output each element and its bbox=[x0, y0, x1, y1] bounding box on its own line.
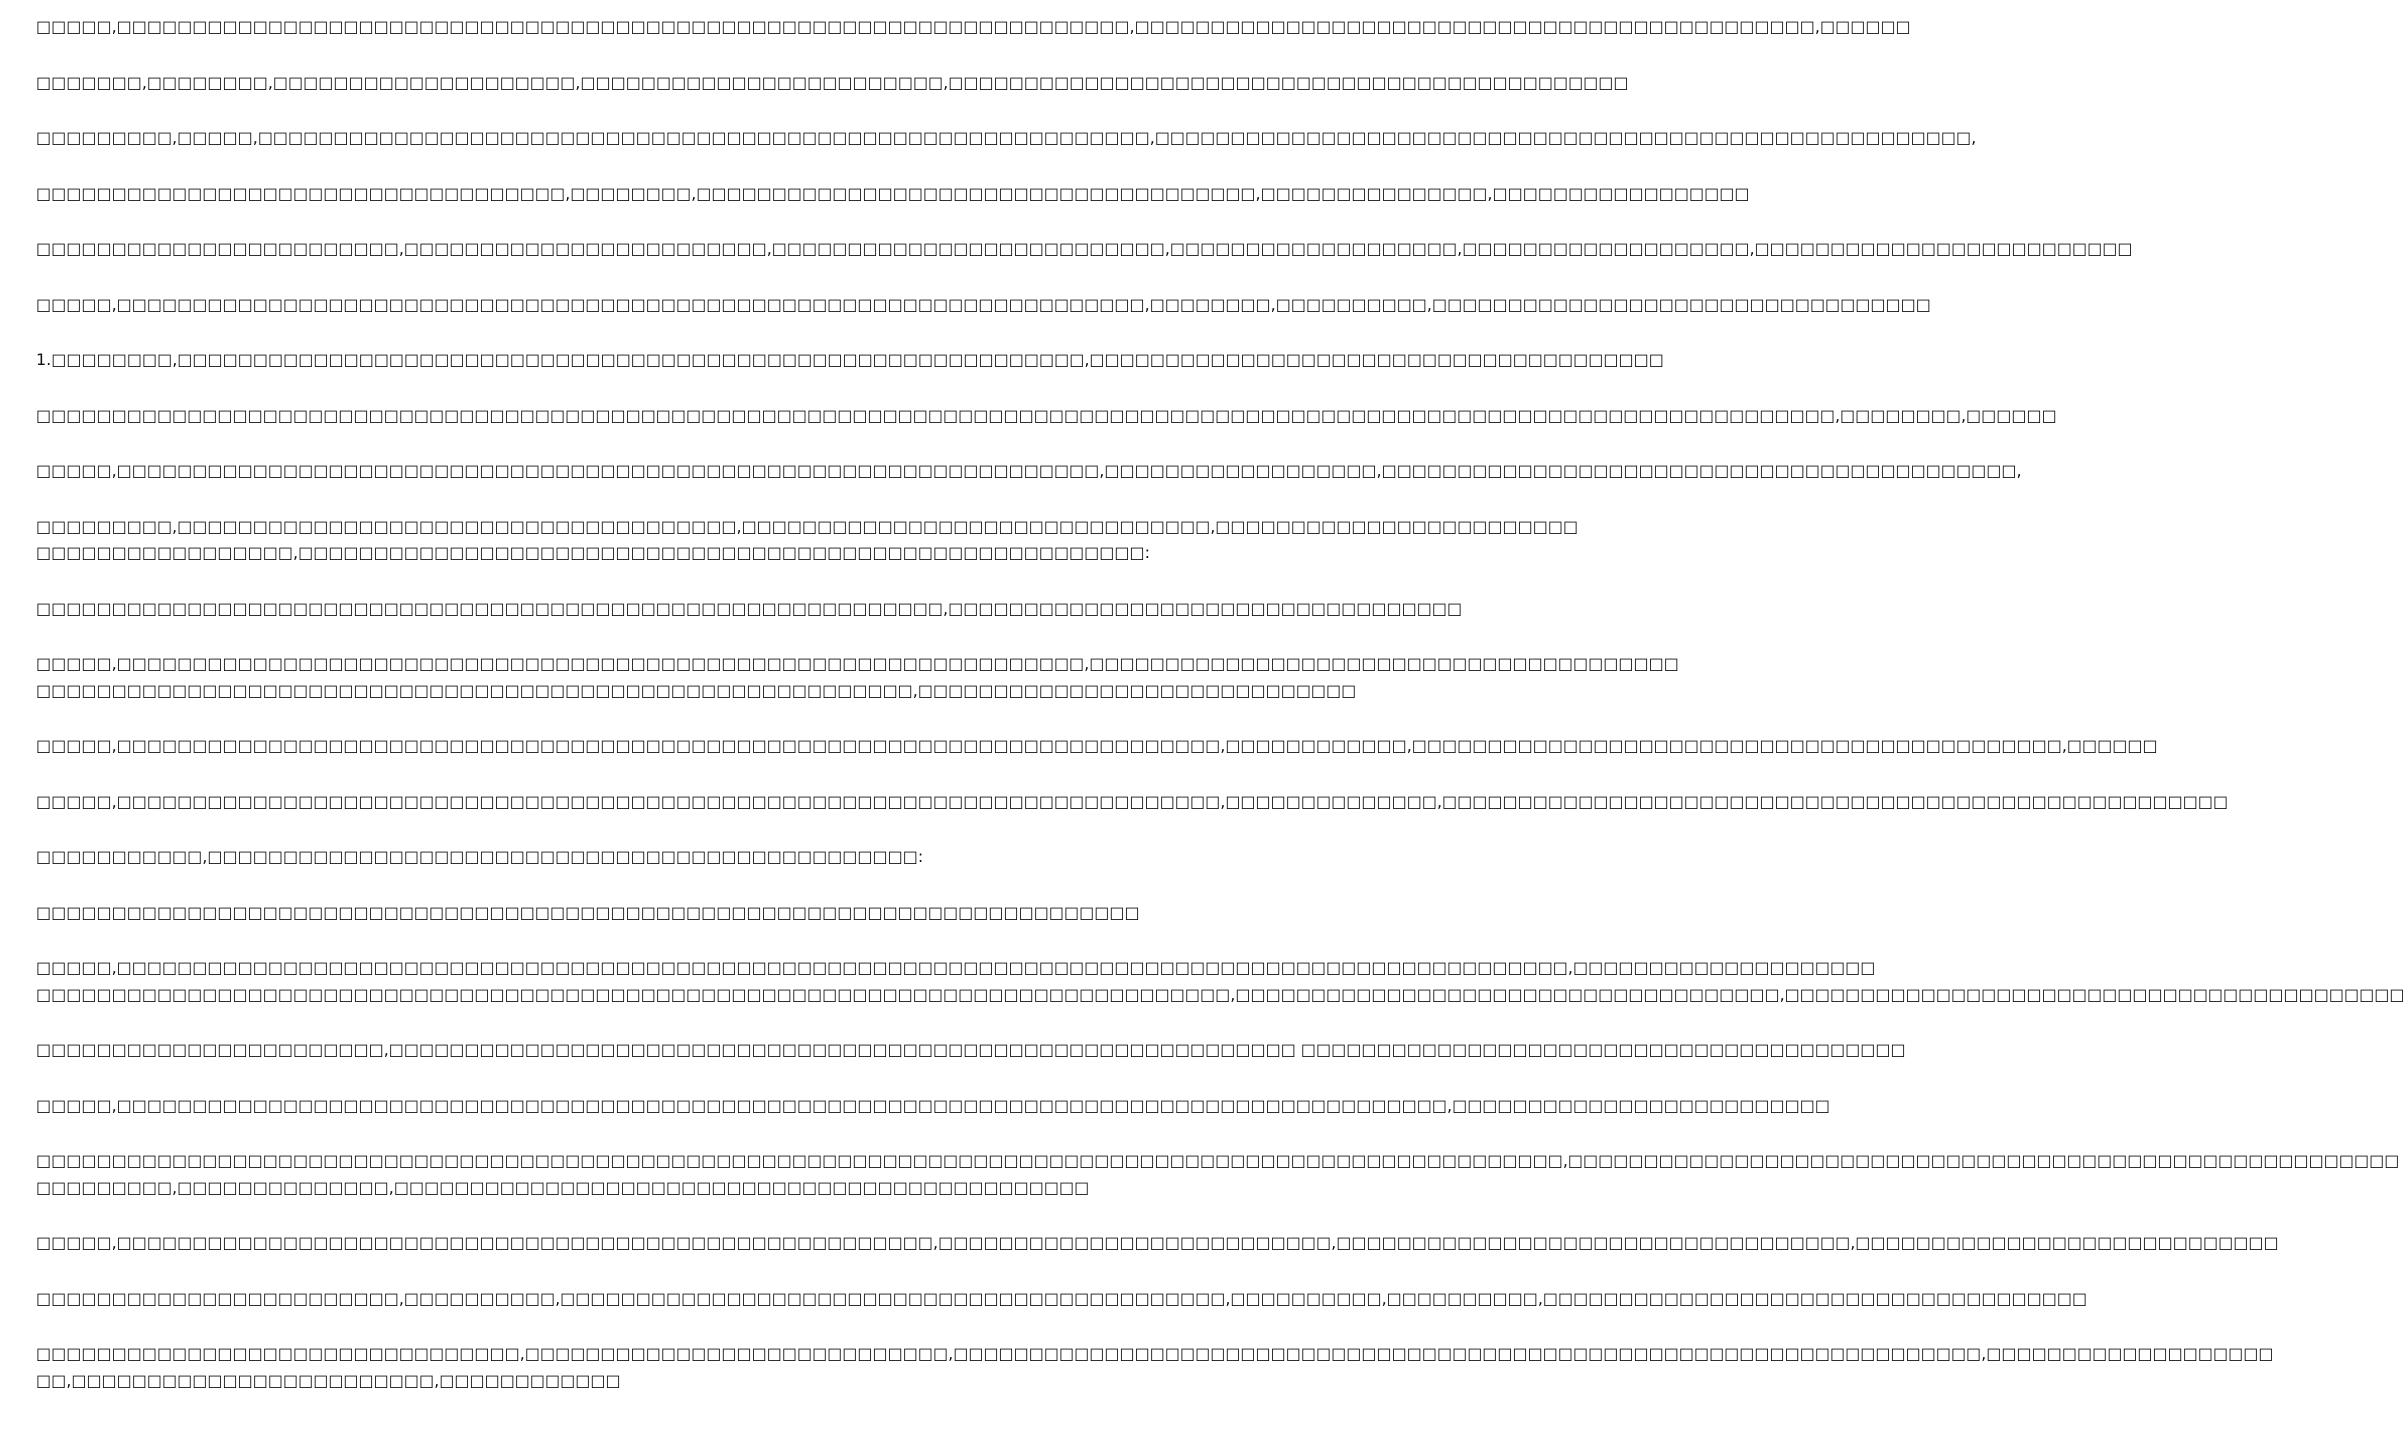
paragraph-line: 1.□□□□□□□□,□□□□□□□□□□□□□□□□□□□□□□□□□□□□□□□□□□□□□□□□□□□□□□□□□□□□□□□□□□□□,□□□□□□□□□□□□□□□□□□□□□□□□□□□□□□□□□□□□□□ bbox=[36, 350, 1664, 369]
paragraph-line: □□□□□□□□□□□□□□□□□□□□□□□□□□□□□□□□□□□□□□□□□□□□□□□□□□□□□□□□□□□□□□□□□□□□□□□□□ bbox=[36, 902, 1140, 922]
paragraph bbox=[36, 844, 990, 871]
paragraph bbox=[36, 236, 2133, 263]
paragraph bbox=[36, 733, 2158, 760]
document-body bbox=[36, 14, 2404, 1423]
paragraph-line: □□□□□□□□□□□□□□□□□□□□□□□□□□□□□□□□□□□□□□□□□□□□□□□□□□□□□□□□□□□□,□□□□□□□□□□□□□□□□□□□□□□□□□□□□□□□□□□ bbox=[36, 598, 1463, 618]
paragraph-line: □□□□□□□□□□□□□□□□□□□□□□□□,□□□□□□□□□□,□□□□□□□□□□□□□□□□□□□□□□□□□□□□□□□□□□□□□□□□□□□□,□□□□□□□□□□,□□□□□□□□□□,□□□□□□□□□□□□□□□□□□□□□□□□□□□□□□□□□□□□ bbox=[36, 1288, 2088, 1308]
paragraph bbox=[36, 125, 1977, 152]
paragraph bbox=[36, 70, 1629, 97]
paragraph bbox=[36, 347, 1664, 374]
paragraph-line: □□□□□□□□□□□□□□□□□,□□□□□□□□□□□□□□□□□□□□□□□□□□□□□□□□□□□□□□□□□□□□□□□□□□□□□□□□: bbox=[36, 543, 1151, 562]
paragraph-line: □□□□□□□□□□□□□□□□□□□□□□□□□□□□□□□□□□□□□□□□□□□□□□□□□□□□□□□□□□□□□□□□□□□□□□□□□□□□□□□□□□□□□□□□□□□□□□□□□□□□□□□□□□□□□□□□□□□□□□□,□□□□□□□□,□□□□□□ bbox=[36, 405, 2057, 425]
paragraph-line: □□□□□,□□□□□□□□□□□□□□□□□□□□□□□□□□□□□□□□□□□□□□□□□□□□□□□□□□□□□□□□□□□□□□□□□□□,□□□□□□□□□□□□□□□□□□□□□□□□□□□□□□□□□□□□□□□□□□□□□,□□□□□□ bbox=[36, 17, 1911, 36]
paragraph-line: □□□□□□□,□□□□□□□□,□□□□□□□□□□□□□□□□□□□□,□□□□□□□□□□□□□□□□□□□□□□□□,□□□□□□□□□□□□□□□□□□□□□□□□□□□□□□□□□□□□□□□□□□□□□ bbox=[36, 72, 1629, 92]
paragraph-line: □□□□□,□□□□□□□□□□□□□□□□□□□□□□□□□□□□□□□□□□□□□□□□□□□□□□□□□□□□□□□□□□□□□□□□□□□□□□□□□□□□□□□□□□□□□□□□,□□□□□□□□□□□□□□□□□□□□□□□□□ bbox=[36, 1095, 1830, 1115]
paragraph-line: □□□□□□□□□□□□□□□□□□□□□□□□□□□□□□□□□□□□□□□□□□□□□□□□□□□□□□□□□□□□□□□□□□□□□□□□□□□□□□□□□□□□□□□□□□□□□□□□□□□□□,□□□□□□□□□□□□□□□□□□□□□□□□□□□□□□□□□□□□□□□□□□□□□□□□□□□□□□□ bbox=[36, 1151, 2400, 1170]
paragraph-line: □□□□□,□□□□□□□□□□□□□□□□□□□□□□□□□□□□□□□□□□□□□□□□□□□□□□□□□□□□□□□□□□□□□□□□,□□□□□□□□□□□□□□□□□□□□□□□□□□□□□□□□□□□□□□□ bbox=[36, 654, 1679, 673]
paragraph bbox=[36, 1037, 1906, 1064]
paragraph bbox=[36, 1286, 2088, 1313]
paragraph-line: □□□□□□□□□□□□□□□□□□□□□□□□,□□□□□□□□□□□□□□□□□□□□□□□□,□□□□□□□□□□□□□□□□□□□□□□□□□□,□□□□□□□□□□□□□□□□□□□,□□□□□□□□□□□□□□□□□□□,□□□□□□□□□□□□□□□□□□□□□□□□□ bbox=[36, 239, 2133, 258]
paragraph-line: □□□□□□□□□□□□□□□□□□□□□□□□□□□□□□□□,□□□□□□□□□□□□□□□□□□□□□□□□□□□□,□□□□□□□□□□□□□□□□□□□□□□□□□□□□□□□□□□□□□□□□□□□□□□□□□□□□□□□□□□□□□□□□□□□□,□□□□□□□□□□□□□□□□□□□ bbox=[36, 1344, 2274, 1363]
paragraph bbox=[36, 14, 1911, 41]
paragraph-line: □□□□□,□□□□□□□□□□□□□□□□□□□□□□□□□□□□□□□□□□□□□□□□□□□□□□□□□□□□□□□□□□□□□□□□□□□□□□□□□□□□□□□□□□□□□□□□□□□□□□□□,□□□□□□□□□□□□□□□□□□□□ bbox=[36, 958, 1876, 977]
paragraph bbox=[36, 514, 1579, 567]
paragraph-line: □□□□□,□□□□□□□□□□□□□□□□□□□□□□□□□□□□□□□□□□□□□□□□□□□□□□□□□□□□□□□□□□□□□□□□□,□□□□□□□□□□□□□□□□□□,□□□□□□□□□□□□□□□□□□□□□□□□□□□□□□□□□□□□□□□□□□, bbox=[36, 461, 2022, 480]
paragraph bbox=[36, 181, 1750, 208]
paragraph-line: □□□□□□□□□□□□□□□□□□□□□□□□□□□□□□□□□□□□□□□□□□□□□□□□□□□□□□□□□□,□□□□□□□□□□□□□□□□□□□□□□□□□□□□□ bbox=[36, 680, 1357, 700]
paragraph bbox=[36, 900, 1140, 927]
paragraph-line: □□□□□□□□□□□□□□□□□□□□□□□□□□□□□□□□□□□□□□□□□□□□□□□□□□□□□□□□□□□□□□□□□□□□□□□□□□□□□□□,□□□□□□□□□□□□□□□□□□□□□□□□□□□□□□□□□□□□,□□□□□□□□□□□□□□□□□□□□□□□□□□□□□□□□□□□□□□□□□ bbox=[36, 984, 2404, 1004]
paragraph-line: □□□□□,□□□□□□□□□□□□□□□□□□□□□□□□□□□□□□□□□□□□□□□□□□□□□□□□□□□□□□□□□□□□□□□□□□□□□□□□□,□□□□□□□□□□□□□□,□□□□□□□□□□□□□□□□□□□□□□□□□□□□□□□□□□□□□□□□□□□□□□□□□□□□ bbox=[36, 791, 2229, 811]
paragraph-line: □□,□□□□□□□□□□□□□□□□□□□□□□□□,□□□□□□□□□□□□ bbox=[36, 1370, 621, 1390]
paragraph bbox=[36, 1148, 2400, 1201]
paragraph-line: □□□□□□□□□,□□□□□,□□□□□□□□□□□□□□□□□□□□□□□□□□□□□□□□□□□□□□□□□□□□□□□□□□□□□□□□□□□,□□□□□□□□□□□□□□□□□□□□□□□□□□□□□□□□□□□□□□□□□□□□□□□□□□□□□□, bbox=[36, 128, 1977, 147]
paragraph bbox=[36, 1230, 2279, 1257]
paragraph bbox=[36, 403, 2057, 430]
paragraph-line: □□□□□,□□□□□□□□□□□□□□□□□□□□□□□□□□□□□□□□□□□□□□□□□□□□□□□□□□□□□□,□□□□□□□□□□□□□□□□□□□□□□□□□□,□□□□□□□□□□□□□□□□□□□□□□□□□□□□□□□□□□,□□□□□□□□□□□□□□□□□□□□□□□□□□□□ bbox=[36, 1233, 2279, 1252]
paragraph bbox=[36, 955, 2404, 1008]
paragraph bbox=[36, 789, 2229, 816]
paragraph-line: □□□□□□□□□□□,□□□□□□□□□□□□□□□□□□□□□□□□□□□□□□□□□□□□□□□□□□□□□□□: bbox=[36, 847, 924, 866]
paragraph bbox=[36, 596, 1463, 623]
paragraph bbox=[36, 1093, 1830, 1120]
paragraph bbox=[36, 458, 2022, 485]
paragraph-line: □□□□□□□□□,□□□□□□□□□□□□□□□□□□□□□□□□□□□□□□□□□□□□□,□□□□□□□□□□□□□□□□□□□□□□□□□□□□□□□,□□□□□□□□□□□□□□□□□□□□□□□□ bbox=[36, 516, 1579, 536]
paragraph bbox=[36, 651, 1679, 704]
paragraph-line: □□□□□□□□□□□□□□□□□□□□□□□,□□□□□□□□□□□□□□□□□□□□□□□□□□□□□□□□□□□□□□□□□□□□□□□□□□□□□□□□□□□□ □□□□□□□□□□□□□□□□□□□□□□□□□□□□□□□□□□□□□□□□ bbox=[36, 1040, 1906, 1059]
paragraph bbox=[36, 1341, 2274, 1394]
paragraph-line: □□□□□□□□□,□□□□□□□□□□□□□□,□□□□□□□□□□□□□□□□□□□□□□□□□□□□□□□□□□□□□□□□□□□□□□ bbox=[36, 1177, 1090, 1197]
paragraph-line: □□□□□□□□□□□□□□□□□□□□□□□□□□□□□□□□□□□,□□□□□□□□,□□□□□□□□□□□□□□□□□□□□□□□□□□□□□□□□□□□□□,□□□□□□□□□□□□□□□,□□□□□□□□□□□□□□□□□ bbox=[36, 183, 1750, 203]
paragraph-line: □□□□□,□□□□□□□□□□□□□□□□□□□□□□□□□□□□□□□□□□□□□□□□□□□□□□□□□□□□□□□□□□□□□□□□□□□□,□□□□□□□□,□□□□□□□□□□,□□□□□□□□□□□□□□□□□□□□□□□□□□□□□□□□□ bbox=[36, 294, 1931, 314]
paragraph bbox=[36, 292, 1931, 319]
paragraph-line: □□□□□,□□□□□□□□□□□□□□□□□□□□□□□□□□□□□□□□□□□□□□□□□□□□□□□□□□□□□□□□□□□□□□□□□□□□□□□□□,□□□□□□□□□□□□,□□□□□□□□□□□□□□□□□□□□□□□□□□□□□□□□□□□□□□□□□□□,□□□□□□ bbox=[36, 736, 2158, 755]
